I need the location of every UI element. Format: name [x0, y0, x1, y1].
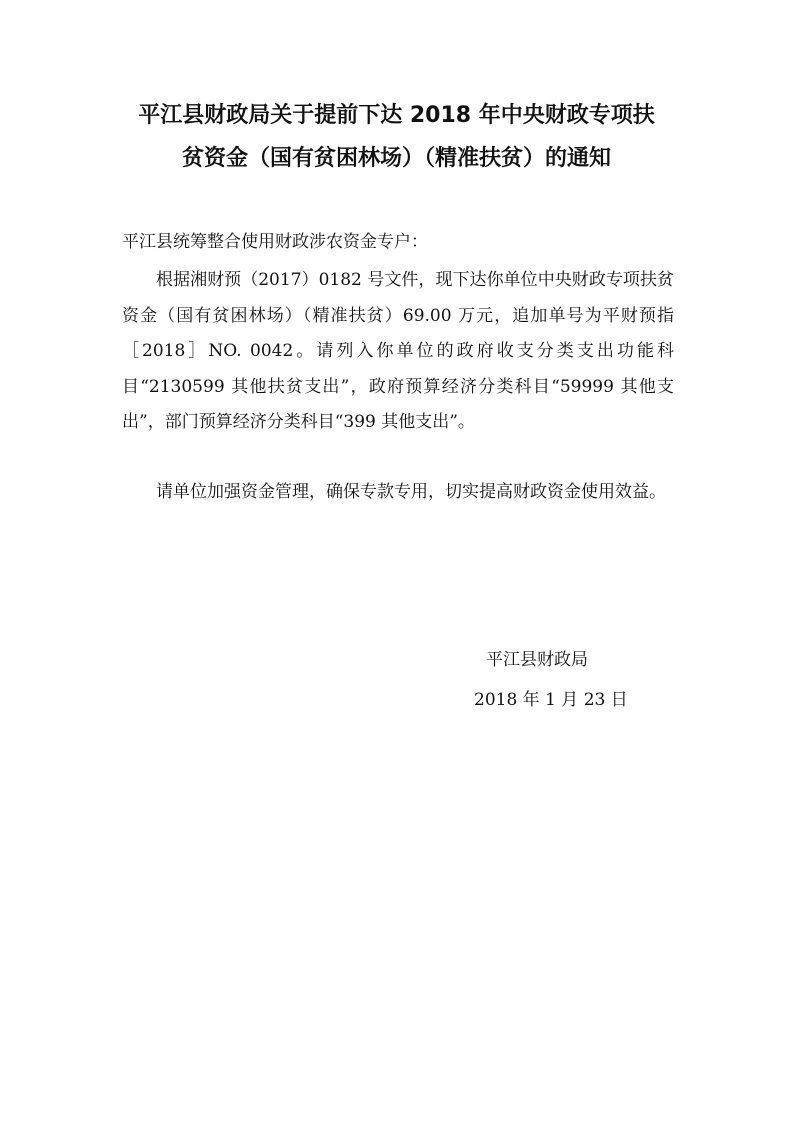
salutation: 平江县统筹整合使用财政涉农资金专户：	[122, 232, 428, 252]
body-paragraph-1: 根据湘财预（2017）0182 号文件，现下达你单位中央财政专项扶贫资金（国有贫困林场）（精准扶贫）69.00 万元，追加单号为平财预指［2018］NO. 0042。请列入你单位的政府收支分类支出功能科目“2130599 其他扶贫支出”，政府预算经济分类科目“59999 其他支出”，部门预算经济分类科目“399 其他支出”。	[122, 270, 674, 432]
body-paragraph-2: 请单位加强资金管理，确保专款专用，切实提高财政资金使用效益。	[156, 482, 666, 502]
signature: 平江县财政局	[486, 650, 588, 670]
document-date: 2018 年 1 月 23 日	[474, 690, 628, 710]
document-title-line-1: 平江县财政局关于提前下达 2018 年中央财政专项扶	[138, 103, 655, 128]
document-title-line-2: 贫资金（国有贫困林场）（精准扶贫）的通知	[181, 146, 611, 171]
